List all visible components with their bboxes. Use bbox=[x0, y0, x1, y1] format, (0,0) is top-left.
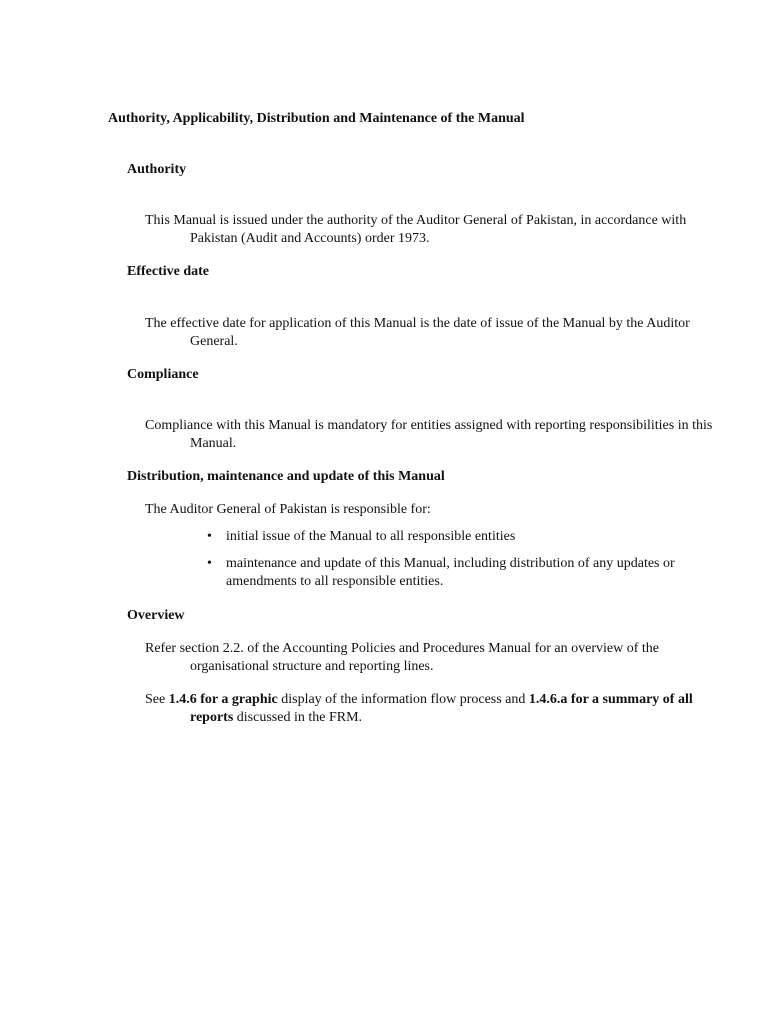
paragraph-compliance: Compliance with this Manual is mandatory for entities assigned with reporting responsibilities in this Manual. bbox=[145, 418, 713, 451]
see-suffix: discussed in the FRM. bbox=[233, 710, 363, 725]
bullet-icon: • bbox=[207, 556, 212, 571]
reference-graphic: 1.4.6 for a graphic bbox=[168, 692, 278, 707]
reference-summary: 1.4.6.a for a summary of all reports bbox=[190, 692, 693, 725]
list-item-text: initial issue of the Manual to all responsible entities bbox=[226, 529, 516, 544]
see-prefix: See bbox=[145, 692, 169, 707]
heading-authority: Authority bbox=[127, 162, 187, 177]
paragraph-see-references bbox=[145, 691, 720, 727]
heading-distribution: Distribution, maintenance and update of this Manual bbox=[127, 469, 445, 484]
list-item bbox=[207, 555, 677, 591]
paragraph-authority: This Manual is issued under the authority of the Auditor General of Pakistan, in accordance with Pakistan (Audit and Accounts) order 1973. bbox=[145, 213, 687, 246]
bullet-icon: • bbox=[207, 529, 212, 544]
paragraph-overview: Refer section 2.2. of the Accounting Policies and Procedures Manual for an overview of the organisational structure and reporting lines. bbox=[145, 641, 659, 674]
see-middle: display of the information flow process and bbox=[277, 692, 529, 707]
paragraph-effective-date: The effective date for application of this Manual is the date of issue of the Manual by the Auditor General. bbox=[145, 316, 690, 349]
heading-compliance: Compliance bbox=[127, 367, 199, 382]
paragraph-distribution-intro: The Auditor General of Pakistan is responsible for: bbox=[145, 502, 431, 517]
heading-overview: Overview bbox=[127, 608, 185, 623]
heading-effective-date: Effective date bbox=[127, 264, 210, 279]
list-item-text: maintenance and update of this Manual, including distribution of any updates or amendments to all responsible entities. bbox=[226, 556, 675, 589]
document-title: Authority, Applicability, Distribution and Maintenance of the Manual bbox=[108, 111, 525, 126]
list-item bbox=[207, 528, 677, 546]
